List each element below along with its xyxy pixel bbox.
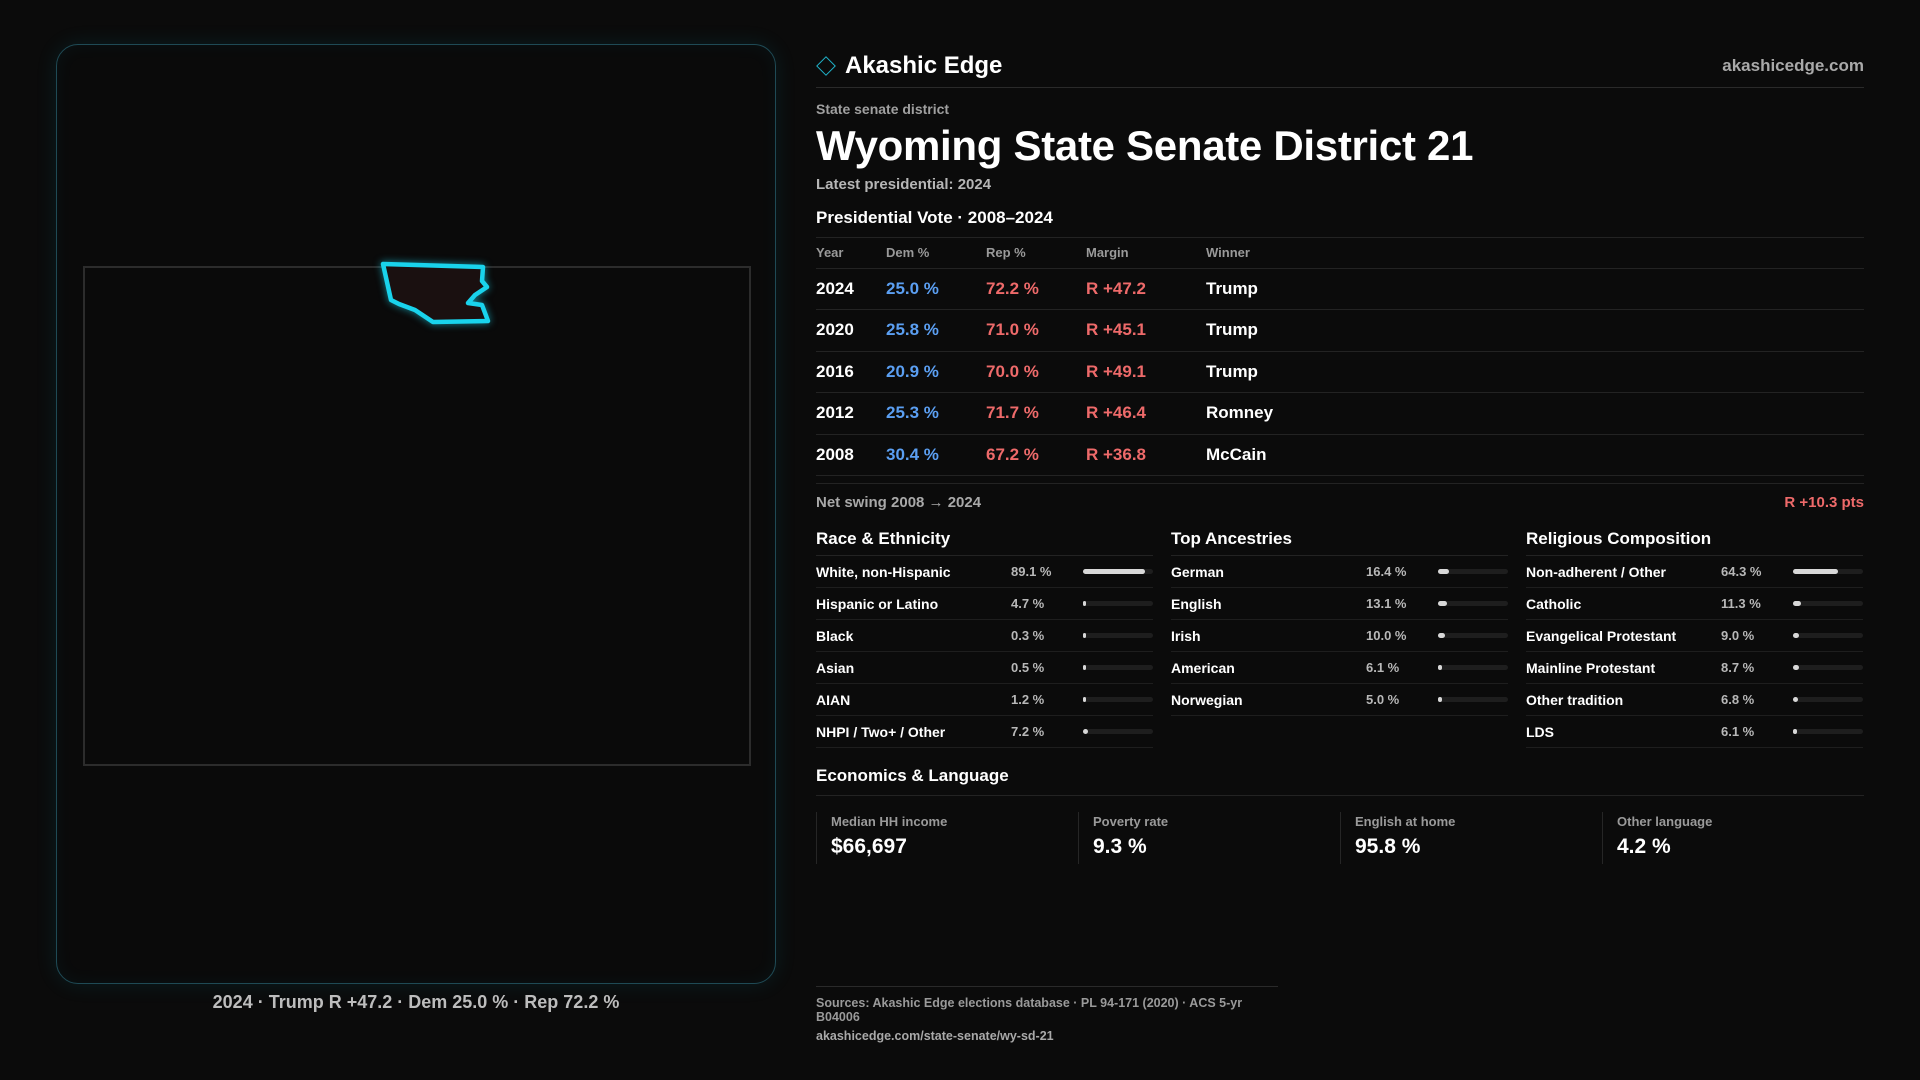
demo-bar [1083,633,1153,638]
econ-label: Other language [1617,814,1713,829]
demo-bar [1793,601,1863,606]
econ-label: Poverty rate [1093,814,1169,829]
poverty-rate-card [1078,812,1340,864]
demo-label: German [1171,563,1224,580]
econ-value: 9.3 % [1093,835,1147,858]
list-item [816,716,1153,748]
demo-label: AIAN [816,691,851,708]
winner-cell: Trump [1206,351,1864,393]
district-shape[interactable] [383,264,488,322]
rep-cell: 72.2 % [986,268,1086,310]
list-item [816,556,1153,588]
demo-bar-fill [1083,569,1145,574]
demo-label: Non-adherent / Other [1526,563,1667,580]
margin-cell: R +45.1 [1086,310,1206,352]
demo-label: English [1171,595,1222,612]
demo-label: Irish [1171,627,1201,644]
demo-bar-fill [1438,697,1442,702]
economics-cards [816,812,1864,864]
demo-bar-fill [1793,601,1801,606]
demo-label: Black [816,627,854,644]
demo-pct: 0.3 % [1011,628,1045,643]
demo-bar-fill [1438,569,1449,574]
table-row [816,268,1864,310]
net-swing-value: R +10.3 pts [1784,493,1864,511]
demo-label: Other tradition [1526,691,1624,708]
economics-title: Economics & Language [816,756,1864,796]
district-details [816,44,1864,864]
demo-bar [1438,601,1508,606]
demo-bar-fill [1083,729,1088,734]
demo-bar [1793,569,1863,574]
demo-pct: 7.2 % [1011,724,1045,739]
list-item [1171,588,1508,620]
list-item [816,588,1153,620]
winner-cell: Trump [1206,268,1864,310]
latest-presidential: Latest presidential: 2024 [816,176,992,193]
demo-label: White, non-Hispanic [816,563,951,580]
demo-bar [1083,569,1153,574]
page-title: Wyoming State Senate District 21 [816,122,1474,169]
demo-pct: 6.1 % [1721,724,1755,739]
rep-cell: 71.0 % [986,310,1086,352]
demo-bar-fill [1793,729,1797,734]
winner-cell: McCain [1206,434,1864,476]
demo-bar-fill [1793,633,1799,638]
table-row [816,434,1864,476]
source-url-link[interactable]: akashicedge.com/state-senate/wy-sd-21 [816,1029,1054,1043]
rep-cell: 71.7 % [986,393,1086,435]
demo-label: Mainline Protestant [1526,659,1656,676]
dem-cell: 25.3 % [886,393,986,435]
demo-pct: 1.2 % [1011,692,1045,707]
winner-cell: Romney [1206,393,1864,435]
demo-label: Evangelical Protestant [1526,627,1677,644]
demo-bar-fill [1083,697,1086,702]
year-cell: 2016 [816,351,886,393]
demo-bar [1438,633,1508,638]
list-item [1526,652,1863,684]
list-item [1526,556,1863,588]
demo-bar [1793,697,1863,702]
econ-value: 4.2 % [1617,835,1671,858]
demo-bar-fill [1793,569,1838,574]
table-row [816,351,1864,393]
rep-cell: 70.0 % [986,351,1086,393]
winner-cell: Trump [1206,310,1864,352]
year-cell: 2020 [816,310,886,352]
econ-label: Median HH income [831,814,948,829]
demo-bar [1438,569,1508,574]
margin-cell: R +49.1 [1086,351,1206,393]
dem-cell: 25.8 % [886,310,986,352]
demo-bar [1083,601,1153,606]
sources-text: Sources: Akashic Edge elections database · PL 94-171 (2020) · ACS 5-yr B04006 [816,996,1243,1024]
list-item [816,620,1153,652]
list-item [1171,652,1508,684]
demo-label: Hispanic or Latino [816,595,939,612]
margin-cell: R +47.2 [1086,268,1206,310]
race-ethnicity-title: Race & Ethnicity [816,522,1153,556]
demo-bar [1438,665,1508,670]
list-item [1171,556,1508,588]
demo-bar-fill [1793,697,1798,702]
demo-pct: 64.3 % [1721,564,1762,579]
brand-name: Akashic Edge [845,51,1003,79]
demo-bar-fill [1793,665,1799,670]
demo-pct: 89.1 % [1011,564,1052,579]
demo-pct: 11.3 % [1721,596,1761,611]
top-ancestries-section [1171,522,1508,748]
demo-label: American [1171,659,1235,676]
map-canvas [57,45,777,985]
list-item [1526,684,1863,716]
demo-bar-fill [1083,633,1086,638]
margin-cell: R +46.4 [1086,393,1206,435]
median-income-card [816,812,1078,864]
list-item [1171,620,1508,652]
demo-pct: 5.0 % [1366,692,1400,707]
year-cell: 2012 [816,393,886,435]
brand-url-link[interactable]: akashicedge.com [1722,55,1864,75]
col-header-margin: Margin [1086,238,1206,268]
demo-bar-fill [1083,665,1086,670]
list-item [1526,588,1863,620]
col-header-year: Year [816,238,886,268]
table-header-row [816,238,1864,268]
table-row [816,393,1864,435]
demo-bar [1083,665,1153,670]
net-swing-row [816,484,1864,520]
demo-label: Norwegian [1171,691,1243,708]
map-caption: 2024 · Trump R +47.2 · Dem 25.0 % · Rep 72.2 % [212,992,620,1012]
brand[interactable] [816,52,1002,80]
dem-cell: 25.0 % [886,268,986,310]
demo-bar-fill [1083,601,1086,606]
demo-bar [1083,729,1153,734]
demo-bar-fill [1438,633,1445,638]
demo-bar [1793,633,1863,638]
english-at-home-card [1340,812,1602,864]
list-item [816,652,1153,684]
demo-label: Catholic [1526,595,1582,612]
net-swing-label: Net swing 2008 → 2024 [816,493,982,511]
demo-bar [1083,697,1153,702]
demo-pct: 10.0 % [1366,628,1407,643]
dem-cell: 30.4 % [886,434,986,476]
diamond-logo-icon [816,56,836,76]
top-ancestries-title: Top Ancestries [1171,522,1508,556]
demo-label: NHPI / Two+ / Other [816,723,946,740]
district-map[interactable] [56,44,776,984]
other-language-card [1602,812,1864,864]
demo-pct: 6.1 % [1366,660,1400,675]
race-ethnicity-section [816,522,1153,748]
col-header-rep: Rep % [986,238,1086,268]
year-cell: 2008 [816,434,886,476]
religious-composition-title: Religious Composition [1526,522,1863,556]
year-cell: 2024 [816,268,886,310]
demo-label: LDS [1526,723,1554,740]
list-item [1526,716,1863,748]
divider [816,476,1864,484]
list-item [1526,620,1863,652]
religious-composition-section [1526,522,1863,748]
demo-pct: 13.1 % [1366,596,1407,611]
brand-header [816,44,1864,88]
demo-bar [1793,665,1863,670]
demo-pct: 16.4 % [1366,564,1407,579]
dem-cell: 20.9 % [886,351,986,393]
econ-value: $66,697 [831,835,907,858]
table-row [816,310,1864,352]
sources-footer [816,986,1278,1043]
demo-pct: 9.0 % [1721,628,1755,643]
demo-pct: 4.7 % [1011,596,1045,611]
demo-pct: 8.7 % [1721,660,1755,675]
rep-cell: 67.2 % [986,434,1086,476]
list-item [1171,684,1508,716]
page-kicker: State senate district [816,101,950,117]
demo-label: Asian [816,659,855,676]
econ-value: 95.8 % [1355,835,1421,858]
presidential-vote-table [816,238,1864,476]
econ-label: English at home [1355,814,1456,829]
demographics [816,522,1864,748]
col-header-winner: Winner [1206,238,1864,268]
demo-bar [1438,697,1508,702]
list-item [816,684,1153,716]
margin-cell: R +36.8 [1086,434,1206,476]
state-outline [84,267,750,765]
demo-pct: 6.8 % [1721,692,1755,707]
col-header-dem: Dem % [886,238,986,268]
demo-bar-fill [1438,665,1442,670]
demo-pct: 0.5 % [1011,660,1045,675]
demo-bar [1793,729,1863,734]
presidential-vote-title: Presidential Vote · 2008–2024 [816,208,1864,238]
demo-bar-fill [1438,601,1447,606]
